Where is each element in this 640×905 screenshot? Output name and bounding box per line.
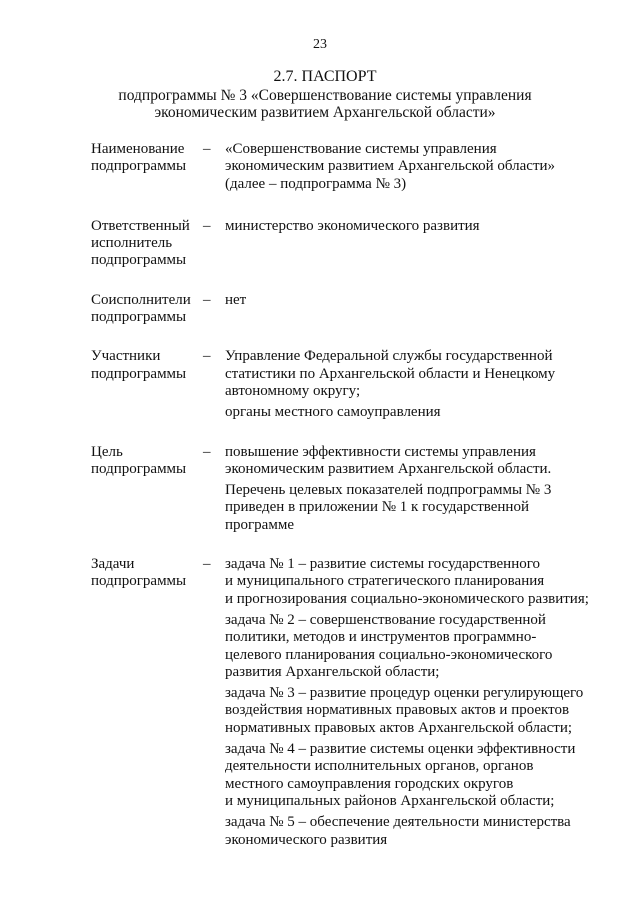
value-paragraph (225, 556, 611, 608)
row-label-line: Цель (91, 443, 123, 460)
value-line: (далее – подпрограмма № 3) (225, 175, 407, 192)
row-label-line: Соисполнители (91, 291, 191, 308)
value-paragraph (225, 482, 611, 534)
value-line: политики, методов и инструментов программно- (225, 629, 537, 646)
page-number: 23 (313, 37, 327, 52)
row-label-line: Ответственный (91, 217, 190, 234)
row-label-line: подпрограммы (91, 573, 187, 590)
passport-table (91, 141, 611, 849)
value-paragraph (225, 814, 611, 849)
value-line: задача № 1 – развитие системы государственного (225, 556, 540, 573)
subprogram-title-line-2: экономическим развитием Архангельской области» (154, 104, 496, 121)
value-line: «Совершенствование системы управления (225, 141, 497, 157)
row-dash: – (203, 217, 211, 234)
row-label (91, 348, 203, 421)
row-dash: – (203, 443, 211, 460)
value-line: статистики по Архангельской области и Ненецкому (225, 365, 556, 382)
value-paragraph (225, 218, 611, 235)
row-label-line: Участники (91, 348, 161, 365)
row-value (225, 141, 611, 193)
row-label-line: Задачи (91, 556, 135, 573)
value-paragraph (225, 444, 611, 479)
value-paragraph (225, 741, 611, 810)
row-label-line: исполнитель (91, 235, 173, 252)
passport-row-responsible-executor (91, 218, 611, 270)
row-value (225, 292, 611, 327)
value-line: задача № 2 – совершенствование государственной (225, 611, 546, 628)
passport-row-tasks (91, 556, 611, 849)
row-value (225, 218, 611, 270)
value-line: задача № 3 – развитие процедур оценки регулирующего (225, 685, 584, 702)
value-line: и прогнозирования социально-экономического развития; (225, 590, 589, 607)
row-label (91, 292, 203, 327)
row-label-line: подпрограммы (91, 460, 187, 477)
value-paragraph (225, 292, 611, 309)
value-paragraph (225, 612, 611, 681)
value-line: развития Архангельской области; (225, 663, 440, 680)
row-label-line: подпрограммы (91, 252, 187, 269)
value-line: приведен в приложении № 1 к государственной (225, 499, 529, 516)
value-line: и муниципального стратегического планирования (225, 573, 545, 590)
value-line: Управление Федеральной службы государственной (225, 348, 553, 365)
value-paragraph (225, 685, 611, 737)
row-dash: – (203, 291, 211, 308)
passport-row-goal (91, 444, 611, 534)
value-line: нет (225, 291, 247, 308)
value-line: программе (225, 516, 294, 533)
document-heading (80, 68, 570, 122)
passport-row-participants (91, 348, 611, 421)
value-line: деятельности исполнительных органов, органов (225, 758, 534, 775)
value-line: воздействия нормативных правовых актов и проектов (225, 702, 570, 719)
subprogram-title-line-1: подпрограммы № 3 «Совершенствование системы управления (118, 86, 532, 104)
value-line: и муниципальных районов Архангельской области; (225, 792, 555, 809)
row-label (91, 556, 203, 849)
value-line: местного самоуправления городских округов (225, 775, 514, 792)
row-label-line: подпрограммы (91, 365, 187, 382)
value-paragraph (225, 141, 611, 193)
row-label-line: подпрограммы (91, 309, 187, 326)
row-value (225, 556, 611, 849)
value-line: экономическим развитием Архангельской области» (225, 158, 556, 175)
passport-title: 2.7. ПАСПОРТ (273, 68, 377, 85)
row-value (225, 348, 611, 421)
value-line: автономному округу; (225, 382, 361, 399)
passport-row-co-executors (91, 292, 611, 327)
value-paragraph (225, 348, 611, 400)
row-label (91, 218, 203, 270)
row-label (91, 444, 203, 534)
row-dash: – (203, 141, 211, 157)
row-dash: – (203, 348, 211, 365)
row-label-line: Наименование (91, 141, 185, 157)
value-line: задача № 5 – обеспечение деятельности министерства (225, 814, 571, 831)
value-line: экономического развития (225, 831, 388, 848)
row-label-line: подпрограммы (91, 158, 187, 175)
value-line: повышение эффективности системы управления (225, 443, 536, 460)
value-line: органы местного самоуправления (225, 404, 441, 421)
value-line: министерство экономического развития (225, 217, 480, 234)
value-line: задача № 4 – развитие системы оценки эффективности (225, 741, 576, 758)
row-label (91, 141, 203, 193)
value-paragraph (225, 404, 611, 421)
value-line: нормативных правовых актов Архангельской области; (225, 719, 573, 736)
value-line: целевого планирования социально-экономического (225, 646, 553, 663)
row-dash: – (203, 556, 211, 573)
value-line: экономическим развитием Архангельской области. (225, 460, 552, 477)
row-value (225, 444, 611, 534)
passport-row-name (91, 141, 611, 193)
value-line: Перечень целевых показателей подпрограммы № 3 (225, 482, 552, 499)
